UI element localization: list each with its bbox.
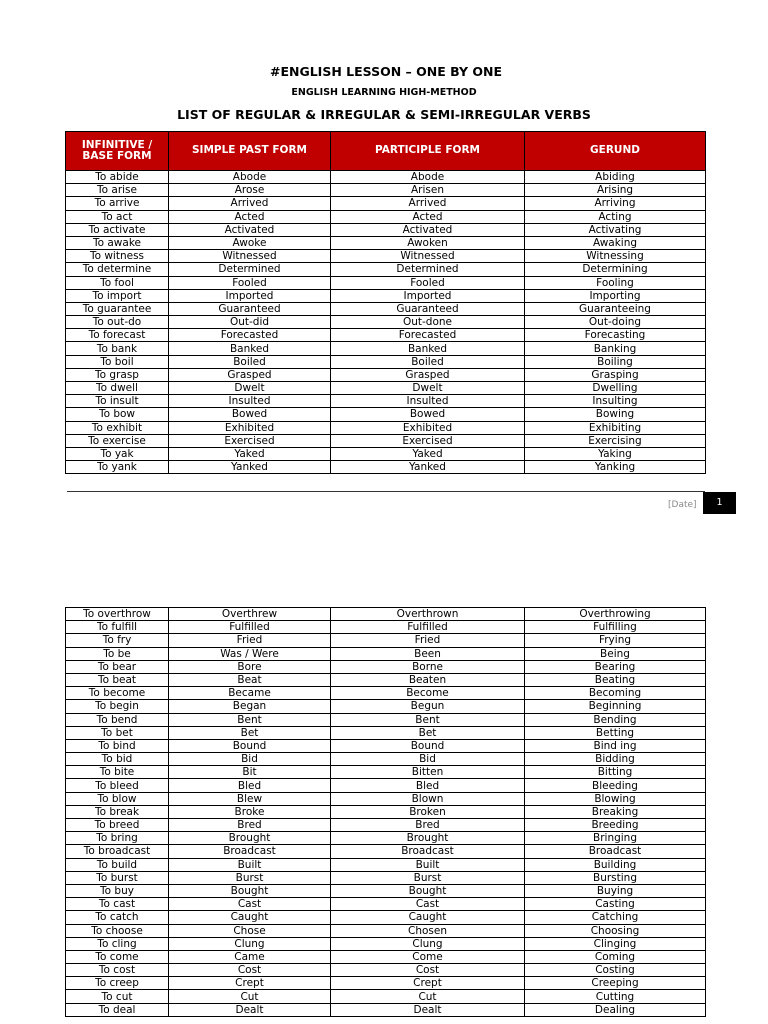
cell-participle: Come <box>331 950 525 963</box>
cell-gerund: Coming <box>525 950 706 963</box>
cell-simple-past: Blew <box>169 792 331 805</box>
cell-infinitive: To catch <box>66 911 169 924</box>
cell-simple-past: Fried <box>169 634 331 647</box>
table-row <box>66 608 706 621</box>
cell-gerund: Activating <box>525 223 706 236</box>
cell-infinitive: To fool <box>66 276 169 289</box>
cell-simple-past: Brought <box>169 832 331 845</box>
cell-gerund: Dealing <box>525 1003 706 1016</box>
table-header-row <box>66 132 706 171</box>
table-row <box>66 753 706 766</box>
cell-infinitive: To breed <box>66 819 169 832</box>
cell-participle: Overthrown <box>331 608 525 621</box>
table-row <box>66 329 706 342</box>
cell-gerund: Bitting <box>525 766 706 779</box>
cell-infinitive: To fry <box>66 634 169 647</box>
table-row <box>66 250 706 263</box>
cell-infinitive: To creep <box>66 977 169 990</box>
cell-gerund: Fooling <box>525 276 706 289</box>
table-row <box>66 382 706 395</box>
cell-simple-past: Built <box>169 858 331 871</box>
cell-participle: Broken <box>331 805 525 818</box>
cell-simple-past: Exercised <box>169 434 331 447</box>
cell-participle: Exhibited <box>331 421 525 434</box>
table-row <box>66 421 706 434</box>
cell-gerund: Boiling <box>525 355 706 368</box>
cell-participle: Begun <box>331 700 525 713</box>
cell-gerund: Grasping <box>525 368 706 381</box>
cell-infinitive: To bend <box>66 713 169 726</box>
cell-gerund: Fulfilling <box>525 621 706 634</box>
cell-gerund: Building <box>525 858 706 871</box>
cell-participle: Cut <box>331 990 525 1003</box>
cell-infinitive: To bring <box>66 832 169 845</box>
table-row <box>66 977 706 990</box>
cell-gerund: Determining <box>525 263 706 276</box>
cell-infinitive: To arrive <box>66 197 169 210</box>
column-header-participle: PARTICIPLE FORM <box>331 132 525 171</box>
cell-gerund: Awaking <box>525 236 706 249</box>
cell-simple-past: Broadcast <box>169 845 331 858</box>
cell-infinitive: To burst <box>66 871 169 884</box>
cell-infinitive: To cast <box>66 898 169 911</box>
cell-simple-past: Fulfilled <box>169 621 331 634</box>
cell-simple-past: Beat <box>169 673 331 686</box>
table-row <box>66 1003 706 1016</box>
cell-simple-past: Clung <box>169 937 331 950</box>
cell-infinitive: To out-do <box>66 316 169 329</box>
cell-infinitive: To overthrow <box>66 608 169 621</box>
table-row <box>66 408 706 421</box>
cell-gerund: Banking <box>525 342 706 355</box>
cell-infinitive: To insult <box>66 395 169 408</box>
cell-infinitive: To abide <box>66 171 169 184</box>
cell-simple-past: Broke <box>169 805 331 818</box>
cell-simple-past: Acted <box>169 210 331 223</box>
cell-gerund: Casting <box>525 898 706 911</box>
cell-infinitive: To deal <box>66 1003 169 1016</box>
table-row <box>66 302 706 315</box>
cell-gerund: Beating <box>525 673 706 686</box>
cell-infinitive: To bank <box>66 342 169 355</box>
table-row <box>66 447 706 460</box>
cell-participle: Blown <box>331 792 525 805</box>
table-row <box>66 342 706 355</box>
cell-simple-past: Activated <box>169 223 331 236</box>
cell-participle: Grasped <box>331 368 525 381</box>
table-row <box>66 263 706 276</box>
cell-gerund: Insulting <box>525 395 706 408</box>
cell-gerund: Importing <box>525 289 706 302</box>
table-row <box>66 355 706 368</box>
table-row <box>66 634 706 647</box>
cell-participle: Broadcast <box>331 845 525 858</box>
cell-infinitive: To blow <box>66 792 169 805</box>
cell-participle: Bled <box>331 779 525 792</box>
table-row <box>66 316 706 329</box>
cell-gerund: Blowing <box>525 792 706 805</box>
cell-simple-past: Bent <box>169 713 331 726</box>
cell-gerund: Abiding <box>525 171 706 184</box>
table-row <box>66 739 706 752</box>
cell-simple-past: Cut <box>169 990 331 1003</box>
cell-participle: Determined <box>331 263 525 276</box>
table-row <box>66 647 706 660</box>
cell-simple-past: Grasped <box>169 368 331 381</box>
verbs-table-page-2 <box>65 607 706 1017</box>
cell-participle: Banked <box>331 342 525 355</box>
cell-participle: Bought <box>331 884 525 897</box>
cell-gerund: Yaking <box>525 447 706 460</box>
table-row <box>66 434 706 447</box>
cell-gerund: Acting <box>525 210 706 223</box>
cell-infinitive: To yak <box>66 447 169 460</box>
table-row <box>66 289 706 302</box>
cell-infinitive: To guarantee <box>66 302 169 315</box>
table-row <box>66 884 706 897</box>
cell-infinitive: To bear <box>66 660 169 673</box>
cell-simple-past: Fooled <box>169 276 331 289</box>
cell-gerund: Betting <box>525 726 706 739</box>
cell-participle: Bet <box>331 726 525 739</box>
cell-infinitive: To cost <box>66 964 169 977</box>
cell-infinitive: To grasp <box>66 368 169 381</box>
table-row <box>66 660 706 673</box>
cell-infinitive: To boil <box>66 355 169 368</box>
cell-gerund: Bringing <box>525 832 706 845</box>
cell-gerund: Guaranteeing <box>525 302 706 315</box>
table-row <box>66 950 706 963</box>
cell-participle: Bound <box>331 739 525 752</box>
cell-gerund: Cutting <box>525 990 706 1003</box>
table-row <box>66 673 706 686</box>
table-row <box>66 461 706 474</box>
cell-participle: Borne <box>331 660 525 673</box>
cell-simple-past: Bought <box>169 884 331 897</box>
cell-participle: Bred <box>331 819 525 832</box>
cell-infinitive: To witness <box>66 250 169 263</box>
cell-simple-past: Determined <box>169 263 331 276</box>
cell-simple-past: Became <box>169 687 331 700</box>
cell-infinitive: To bind <box>66 739 169 752</box>
cell-participle: Brought <box>331 832 525 845</box>
cell-participle: Arisen <box>331 184 525 197</box>
cell-participle: Dwelt <box>331 382 525 395</box>
cell-infinitive: To exhibit <box>66 421 169 434</box>
cell-gerund: Buying <box>525 884 706 897</box>
cell-simple-past: Bowed <box>169 408 331 421</box>
cell-simple-past: Guaranteed <box>169 302 331 315</box>
cell-participle: Witnessed <box>331 250 525 263</box>
cell-simple-past: Bet <box>169 726 331 739</box>
cell-gerund: Beginning <box>525 700 706 713</box>
table-row <box>66 871 706 884</box>
list-title: LIST OF REGULAR & IRREGULAR & SEMI-IRREGULAR VERBS <box>177 107 591 122</box>
cell-gerund: Broadcast <box>525 845 706 858</box>
cell-infinitive: To bow <box>66 408 169 421</box>
cell-infinitive: To bid <box>66 753 169 766</box>
table-row <box>66 700 706 713</box>
cell-simple-past: Banked <box>169 342 331 355</box>
cell-gerund: Breeding <box>525 819 706 832</box>
table-row <box>66 792 706 805</box>
column-header-gerund: GERUND <box>525 132 706 171</box>
cell-participle: Fulfilled <box>331 621 525 634</box>
cell-simple-past: Chose <box>169 924 331 937</box>
cell-infinitive: To be <box>66 647 169 660</box>
table-row <box>66 832 706 845</box>
cell-simple-past: Insulted <box>169 395 331 408</box>
cell-gerund: Bursting <box>525 871 706 884</box>
cell-infinitive: To cling <box>66 937 169 950</box>
cell-infinitive: To exercise <box>66 434 169 447</box>
cell-participle: Exercised <box>331 434 525 447</box>
cell-participle: Beaten <box>331 673 525 686</box>
cell-participle: Cast <box>331 898 525 911</box>
cell-simple-past: Yaked <box>169 447 331 460</box>
table-row <box>66 210 706 223</box>
table-row <box>66 276 706 289</box>
cell-gerund: Bleeding <box>525 779 706 792</box>
cell-infinitive: To act <box>66 210 169 223</box>
cell-simple-past: Bred <box>169 819 331 832</box>
cell-participle: Imported <box>331 289 525 302</box>
table-row <box>66 368 706 381</box>
table-row <box>66 621 706 634</box>
cell-simple-past: Crept <box>169 977 331 990</box>
table-row <box>66 197 706 210</box>
table-row <box>66 236 706 249</box>
cell-participle: Guaranteed <box>331 302 525 315</box>
cell-gerund: Clinging <box>525 937 706 950</box>
cell-gerund: Yanking <box>525 461 706 474</box>
cell-gerund: Becoming <box>525 687 706 700</box>
cell-simple-past: Caught <box>169 911 331 924</box>
cell-gerund: Bidding <box>525 753 706 766</box>
cell-participle: Awoken <box>331 236 525 249</box>
cell-simple-past: Arose <box>169 184 331 197</box>
cell-simple-past: Arrived <box>169 197 331 210</box>
cell-gerund: Exhibiting <box>525 421 706 434</box>
cell-simple-past: Exhibited <box>169 421 331 434</box>
cell-participle: Fried <box>331 634 525 647</box>
cell-simple-past: Overthrew <box>169 608 331 621</box>
cell-infinitive: To activate <box>66 223 169 236</box>
cell-simple-past: Bit <box>169 766 331 779</box>
cell-infinitive: To break <box>66 805 169 818</box>
cell-gerund: Bowing <box>525 408 706 421</box>
cell-gerund: Bearing <box>525 660 706 673</box>
cell-gerund: Breaking <box>525 805 706 818</box>
cell-participle: Cost <box>331 964 525 977</box>
cell-infinitive: To bet <box>66 726 169 739</box>
cell-simple-past: Was / Were <box>169 647 331 660</box>
cell-participle: Abode <box>331 171 525 184</box>
table-row <box>66 223 706 236</box>
cell-gerund: Creeping <box>525 977 706 990</box>
cell-simple-past: Burst <box>169 871 331 884</box>
verbs-table-page-1 <box>65 131 706 474</box>
cell-infinitive: To cut <box>66 990 169 1003</box>
cell-simple-past: Bled <box>169 779 331 792</box>
cell-participle: Bid <box>331 753 525 766</box>
table-row <box>66 766 706 779</box>
cell-participle: Activated <box>331 223 525 236</box>
cell-simple-past: Dwelt <box>169 382 331 395</box>
cell-gerund: Being <box>525 647 706 660</box>
cell-participle: Become <box>331 687 525 700</box>
cell-simple-past: Bound <box>169 739 331 752</box>
table-row <box>66 937 706 950</box>
table-row <box>66 845 706 858</box>
cell-simple-past: Out-did <box>169 316 331 329</box>
table-row <box>66 858 706 871</box>
cell-gerund: Overthrowing <box>525 608 706 621</box>
cell-infinitive: To bite <box>66 766 169 779</box>
cell-simple-past: Abode <box>169 171 331 184</box>
cell-gerund: Bind ing <box>525 739 706 752</box>
cell-simple-past: Bore <box>169 660 331 673</box>
cell-infinitive: To awake <box>66 236 169 249</box>
table-row <box>66 171 706 184</box>
document-title: #ENGLISH LESSON – ONE BY ONE <box>269 64 502 79</box>
cell-infinitive: To bleed <box>66 779 169 792</box>
cell-gerund: Exercising <box>525 434 706 447</box>
cell-simple-past: Yanked <box>169 461 331 474</box>
cell-gerund: Dwelling <box>525 382 706 395</box>
cell-participle: Crept <box>331 977 525 990</box>
cell-infinitive: To yank <box>66 461 169 474</box>
column-header-infinitive: INFINITIVE / BASE FORM <box>66 132 169 171</box>
table-row <box>66 805 706 818</box>
cell-infinitive: To forecast <box>66 329 169 342</box>
cell-participle: Bowed <box>331 408 525 421</box>
table-row <box>66 726 706 739</box>
cell-participle: Clung <box>331 937 525 950</box>
cell-participle: Out-done <box>331 316 525 329</box>
cell-infinitive: To choose <box>66 924 169 937</box>
table-row <box>66 713 706 726</box>
cell-infinitive: To become <box>66 687 169 700</box>
table-row <box>66 964 706 977</box>
table-row <box>66 687 706 700</box>
cell-infinitive: To fulfill <box>66 621 169 634</box>
cell-simple-past: Forecasted <box>169 329 331 342</box>
cell-infinitive: To import <box>66 289 169 302</box>
cell-participle: Dealt <box>331 1003 525 1016</box>
cell-gerund: Frying <box>525 634 706 647</box>
table-row <box>66 898 706 911</box>
cell-simple-past: Witnessed <box>169 250 331 263</box>
cell-participle: Yanked <box>331 461 525 474</box>
footer-divider <box>67 491 705 492</box>
cell-infinitive: To begin <box>66 700 169 713</box>
cell-gerund: Arising <box>525 184 706 197</box>
cell-participle: Bitten <box>331 766 525 779</box>
cell-participle: Insulted <box>331 395 525 408</box>
table-row <box>66 819 706 832</box>
table-row <box>66 924 706 937</box>
cell-gerund: Arriving <box>525 197 706 210</box>
cell-participle: Forecasted <box>331 329 525 342</box>
cell-infinitive: To arise <box>66 184 169 197</box>
cell-participle: Boiled <box>331 355 525 368</box>
cell-participle: Burst <box>331 871 525 884</box>
cell-simple-past: Dealt <box>169 1003 331 1016</box>
cell-gerund: Out-doing <box>525 316 706 329</box>
cell-simple-past: Cost <box>169 964 331 977</box>
cell-participle: Yaked <box>331 447 525 460</box>
cell-participle: Caught <box>331 911 525 924</box>
table-row <box>66 779 706 792</box>
cell-infinitive: To build <box>66 858 169 871</box>
cell-participle: Arrived <box>331 197 525 210</box>
cell-simple-past: Boiled <box>169 355 331 368</box>
column-header-simple-past: SIMPLE PAST FORM <box>169 132 331 171</box>
cell-gerund: Catching <box>525 911 706 924</box>
table-row <box>66 184 706 197</box>
cell-infinitive: To determine <box>66 263 169 276</box>
cell-infinitive: To dwell <box>66 382 169 395</box>
document-subtitle: ENGLISH LEARNING HIGH-METHOD <box>291 87 477 98</box>
cell-participle: Bent <box>331 713 525 726</box>
table-row <box>66 990 706 1003</box>
cell-participle: Chosen <box>331 924 525 937</box>
cell-participle: Acted <box>331 210 525 223</box>
table-row <box>66 911 706 924</box>
cell-gerund: Bending <box>525 713 706 726</box>
cell-simple-past: Imported <box>169 289 331 302</box>
cell-participle: Fooled <box>331 276 525 289</box>
cell-infinitive: To buy <box>66 884 169 897</box>
cell-simple-past: Came <box>169 950 331 963</box>
cell-participle: Been <box>331 647 525 660</box>
cell-infinitive: To beat <box>66 673 169 686</box>
cell-participle: Built <box>331 858 525 871</box>
cell-simple-past: Bid <box>169 753 331 766</box>
cell-gerund: Choosing <box>525 924 706 937</box>
cell-infinitive: To broadcast <box>66 845 169 858</box>
cell-gerund: Forecasting <box>525 329 706 342</box>
page-number-badge: 1 <box>703 492 736 514</box>
cell-gerund: Witnessing <box>525 250 706 263</box>
cell-gerund: Costing <box>525 964 706 977</box>
cell-infinitive: To come <box>66 950 169 963</box>
footer-date: [Date] <box>668 500 697 510</box>
cell-simple-past: Cast <box>169 898 331 911</box>
table-row <box>66 395 706 408</box>
cell-simple-past: Awoke <box>169 236 331 249</box>
cell-simple-past: Began <box>169 700 331 713</box>
